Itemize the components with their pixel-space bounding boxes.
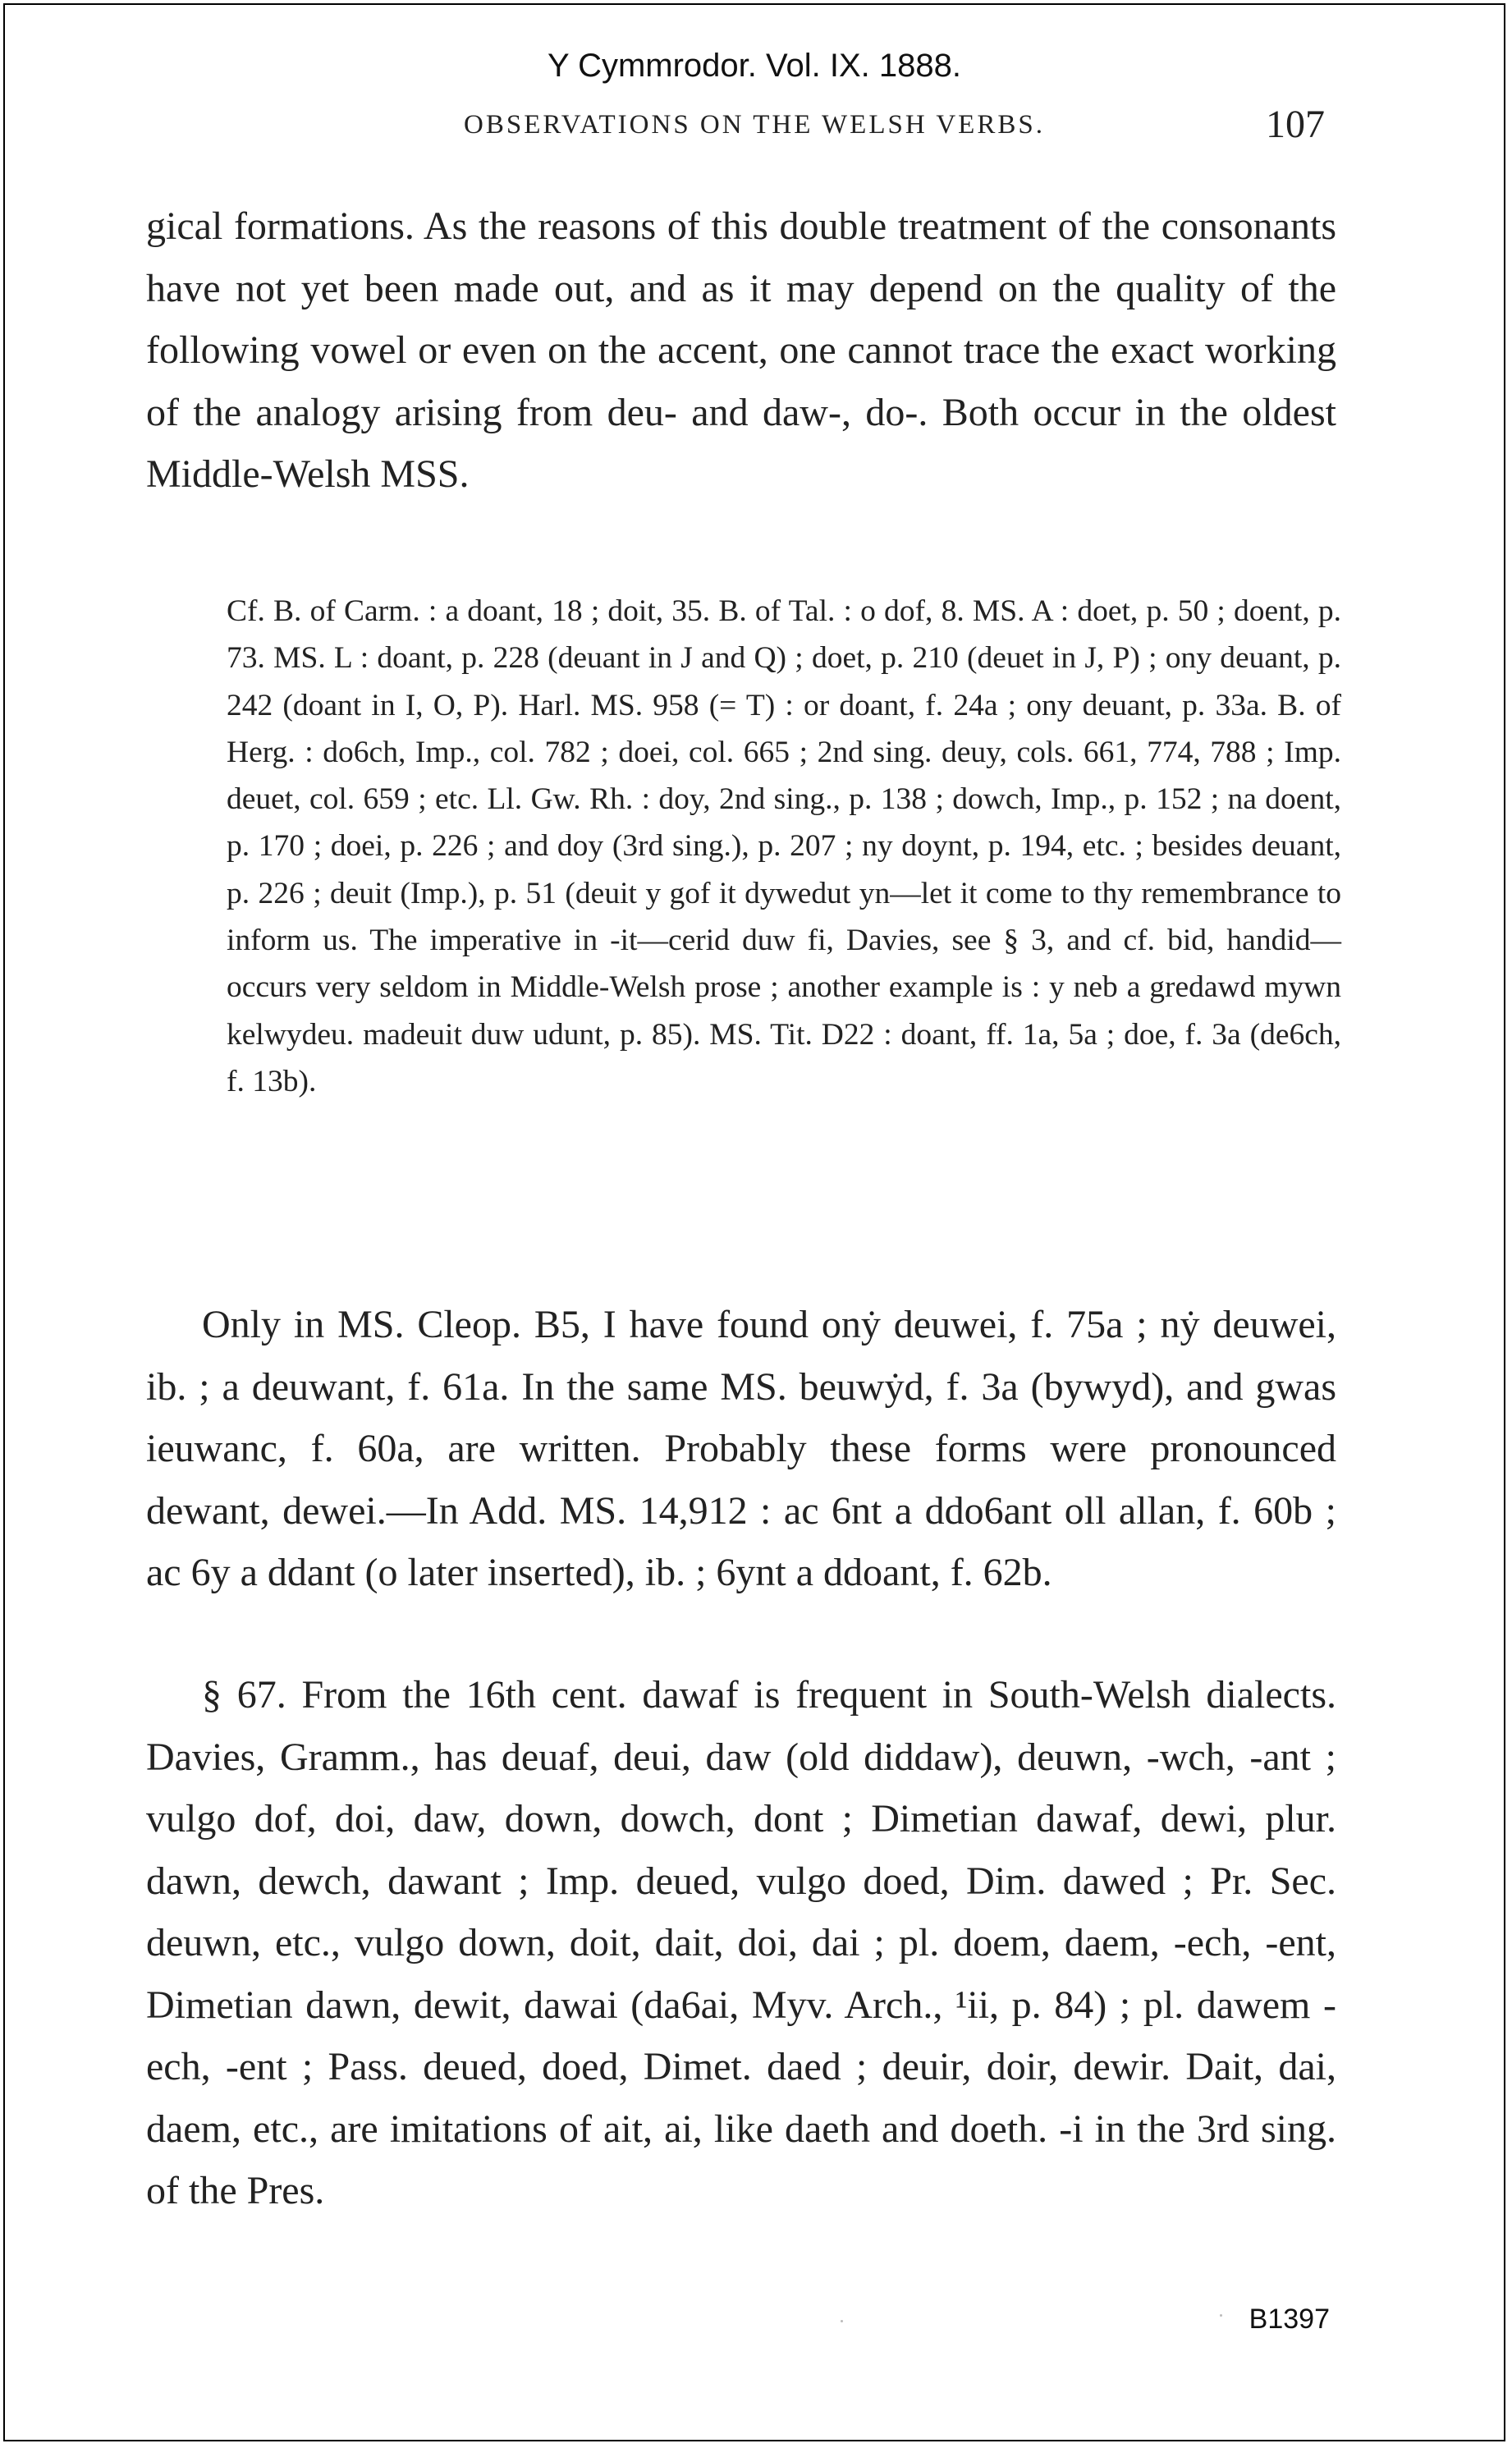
running-title: OBSERVATIONS ON THE WELSH VERBS. <box>464 110 1045 140</box>
page-number: 107 <box>1266 103 1325 146</box>
scan-speck <box>1220 2314 1222 2317</box>
paragraph-1: gical formations. As the reasons of this double treatment of the consonants have not yet been made out, and as it may depend on the quality of the following vowel or even on the accent, one cannot trace the exact working of the analogy arising from deu- and daw-, do-. Both occur in the oldest Middle-Welsh MSS. <box>146 204 1336 496</box>
paragraph-2: Only in MS. Cleop. B5, I have found onẏ deuwei, f. 75a ; nẏ deuwei, ib. ; a deuwant, f. 61a. In the same MS. beuwẏd, f. 3a (bywyd), and gwas ieuwanc, f. 60a, are written. Probably these forms were pronounced dewant, dewei.—In Add. MS. 14,912 : ac 6nt a ddo6ant oll allan, f. 60b ; ac 6y a ddant (o later inserted), ib. ; 6ynt a ddoant, f. 62b. <box>146 1303 1336 1594</box>
footnote-block: Cf. B. of Carm. : a doant, 18 ; doit, 35. B. of Tal. : o dof, 8. MS. A : doet, p. 50 ; doent, p. 73. MS. L : doant, p. 228 (deuant in J and Q) ; doet, p. 210 (deuet in J, P) ; ony deuant, p. 242 (doant in I, O, P). Harl. MS. 958 (= T) : or doant, f. 24a ; ony deuant, p. 33a. B. of Herg. : do6ch, Imp., col. 782 ; doei, col. 665 ; 2nd sing. deuy, cols. 661, 774, 788 ; Imp. deuet, col. 659 ; etc. Ll. Gw. Rh. : doy, 2nd sing., p. 138 ; dowch, Imp., p. 152 ; na doent, p. 170 ; doei, p. 226 ; and doy (3rd sing.), p. 207 ; ny doynt, p. 194, etc. ; besides deuant, p. 226 ; deuit (Imp.), p. 51 (deuit y gof it dywedut yn—let it come to thy remembrance to inform us. The imperative in -it—cerid duw fi, Davies, see § 3, and cf. bid, handid—occurs very seldom in Middle-Welsh prose ; another example is : y neb a gredawd mywn kelwydeu. madeuit duw udunt, p. 85). MS. Tit. D22 : doant, ff. 1a, 5a ; doe, f. 3a (de6ch, f. 13b). <box>227 594 1341 1098</box>
catalog-id: B1397 <box>1249 2304 1330 2335</box>
page-frame <box>3 3 1505 2441</box>
scan-speck <box>841 2320 843 2322</box>
source-citation: Y Cymmrodor. Vol. IX. 1888. <box>548 48 961 84</box>
paragraph-3: § 67. From the 16th cent. dawaf is frequent in South-Welsh dialects. Davies, Gramm., has deuaf, deui, daw (old diddaw), deuwn, -wch, -ant ; vulgo dof, doi, daw, down, dowch, dont ; Dimetian dawaf, dewi, plur. dawn, dewch, dawant ; Imp. deued, vulgo doed, Dim. dawed ; Pr. Sec. deuwn, etc., vulgo down, doit, dait, doi, dai ; pl. doem, daem, -ech, -ent, Dimetian dawn, dewit, dawai (da6ai, Myv. Arch., ¹ii, p. 84) ; pl. dawem -ech, -ent ; Pass. deued, doed, Dimet. daed ; deuir, doir, dewir. Dait, dai, daem, etc., are imitations of ait, ai, like daeth and doeth. -i in the 3rd sing. of the Pres. <box>146 1673 1336 2212</box>
